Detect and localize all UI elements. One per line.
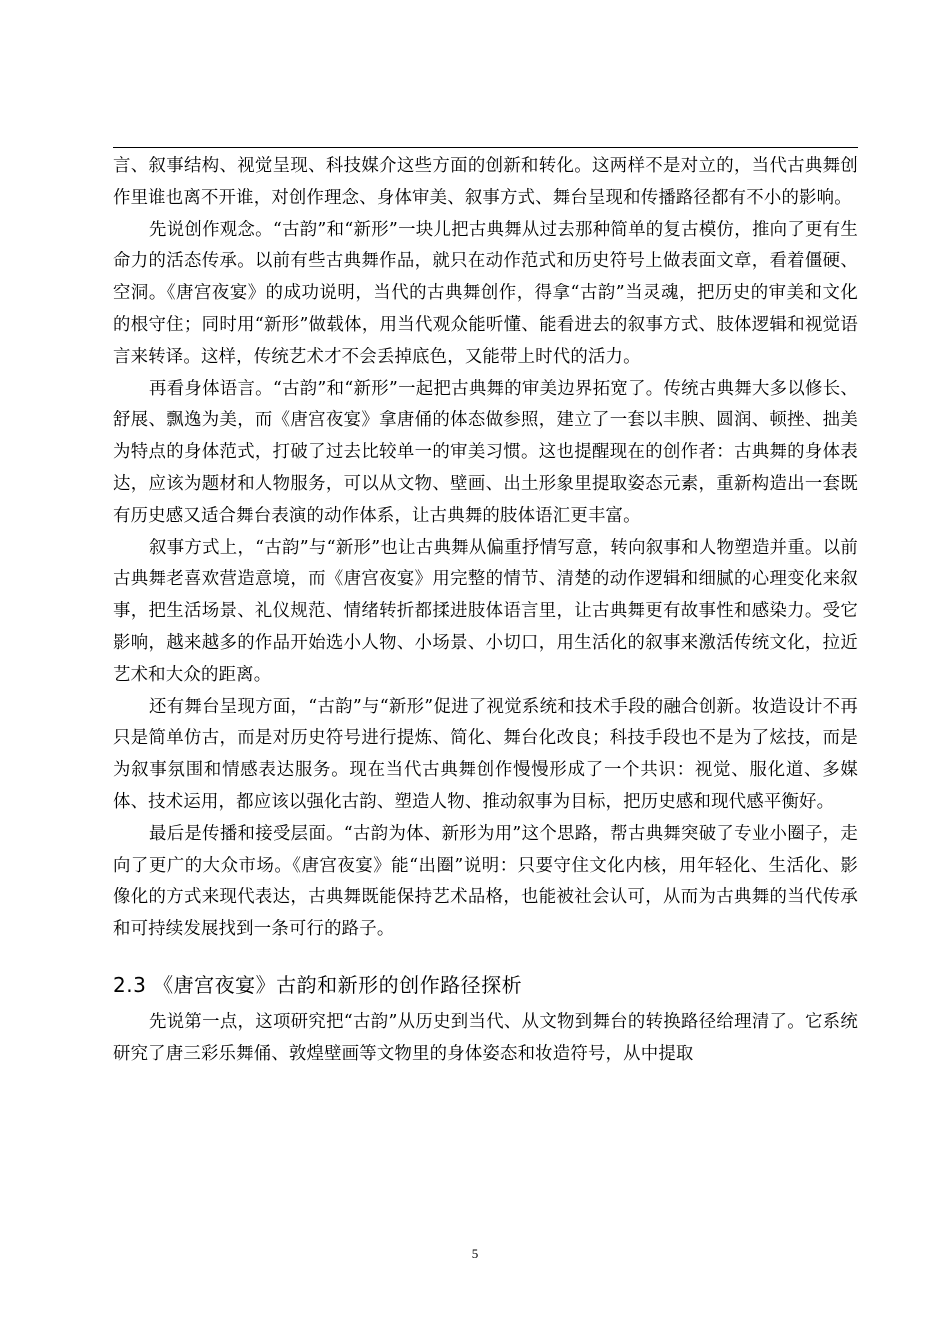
paragraph-dissemination: 最后是传播和接受层面。“古韵为体、新形为用”这个思路，帮古典舞突破了专业小圈子，走向了更广的大众市场。《唐宫夜宴》能“出圈”说明：只要守住文化内核，用年轻化、生活化、影像化的方式来现代表达，古典舞既能保持艺术品格，也能被社会认可，从而为古典舞的当代传承和可持续发展找到一条可行的路子。 bbox=[113, 823, 858, 940]
section-heading: 2.3 《唐宫夜宴》古韵和新形的创作路径探析 bbox=[113, 972, 523, 997]
header-rule bbox=[113, 147, 858, 148]
paragraph-narrative: 叙事方式上，“古韵”与“新形”也让古典舞从偏重抒情写意，转向叙事和人物塑造并重。以前古典舞老喜欢营造意境，而《唐宫夜宴》用完整的情节、清楚的动作逻辑和细腻的心理变化来叙事，把生活场景、礼仪规范、情绪转折都揉进肢体语言里，让古典舞更有故事性和感染力。受它影响，越来越多的作品开始选小人物、小场景、小切口，用生活化的叙事来激活传统文化，拉近艺术和大众的距离。 bbox=[113, 537, 858, 685]
paragraph-body-language: 再看身体语言。“古韵”和“新形”一起把古典舞的审美边界拓宽了。传统古典舞大多以修长、舒展、飘逸为美，而《唐宫夜宴》拿唐俑的体态做参照，建立了一套以丰腴、圆润、顿挫、拙美为特点的身体范式，打破了过去比较单一的审美习惯。这也提醒现在的创作者：古典舞的身体表达，应该为题材和人物服务，可以从文物、壁画、出土形象里提取姿态元素，重新构造出一套既有历史感又适合舞台表演的动作体系，让古典舞的肢体语汇更丰富。 bbox=[113, 378, 858, 526]
paragraph-creative-concept: 先说创作观念。“古韵”和“新形”一块儿把古典舞从过去那种简单的复古模仿，推向了更有生命力的活态传承。以前有些古典舞作品，就只在动作范式和历史符号上做表面文章，看着僵硬、空洞。《唐宫夜宴》的成功说明，当代的古典舞创作，得拿“古韵”当灵魂，把历史的审美和文化的根守住；同时用“新形”做载体，用当代观众能听懂、能看进去的叙事方式、肢体逻辑和视觉语言来转译。这样，传统艺术才不会丢掉底色，又能带上时代的活力。 bbox=[113, 219, 858, 367]
paragraph-section-intro: 先说第一点，这项研究把“古韵”从历史到当代、从文物到舞台的转换路径给理清了。它系统研究了唐三彩乐舞俑、敦煌壁画等文物里的身体姿态和妆造符号，从中提取 bbox=[113, 1011, 858, 1064]
paragraph-continuation: 言、叙事结构、视觉呈现、科技媒介这些方面的创新和转化。这两样不是对立的，当代古典舞创作里谁也离不开谁，对创作理念、身体审美、叙事方式、舞台呈现和传播路径都有不小的影响。 bbox=[113, 156, 858, 208]
page-number: 5 bbox=[471, 1246, 479, 1261]
page-body bbox=[113, 151, 858, 1071]
paragraph-stage-presentation: 还有舞台呈现方面，“古韵”与“新形”促进了视觉系统和技术手段的融合创新。妆造设计不再只是简单仿古，而是对历史符号进行提炼、简化、舞台化改良；科技手段也不是为了炫技，而是为叙事氛围和情感表达服务。现在当代古典舞创作慢慢形成了一个共识：视觉、服化道、多媒体、技术运用，都应该以强化古韵、塑造人物、推动叙事为目标，把历史感和现代感平衡好。 bbox=[113, 696, 858, 812]
